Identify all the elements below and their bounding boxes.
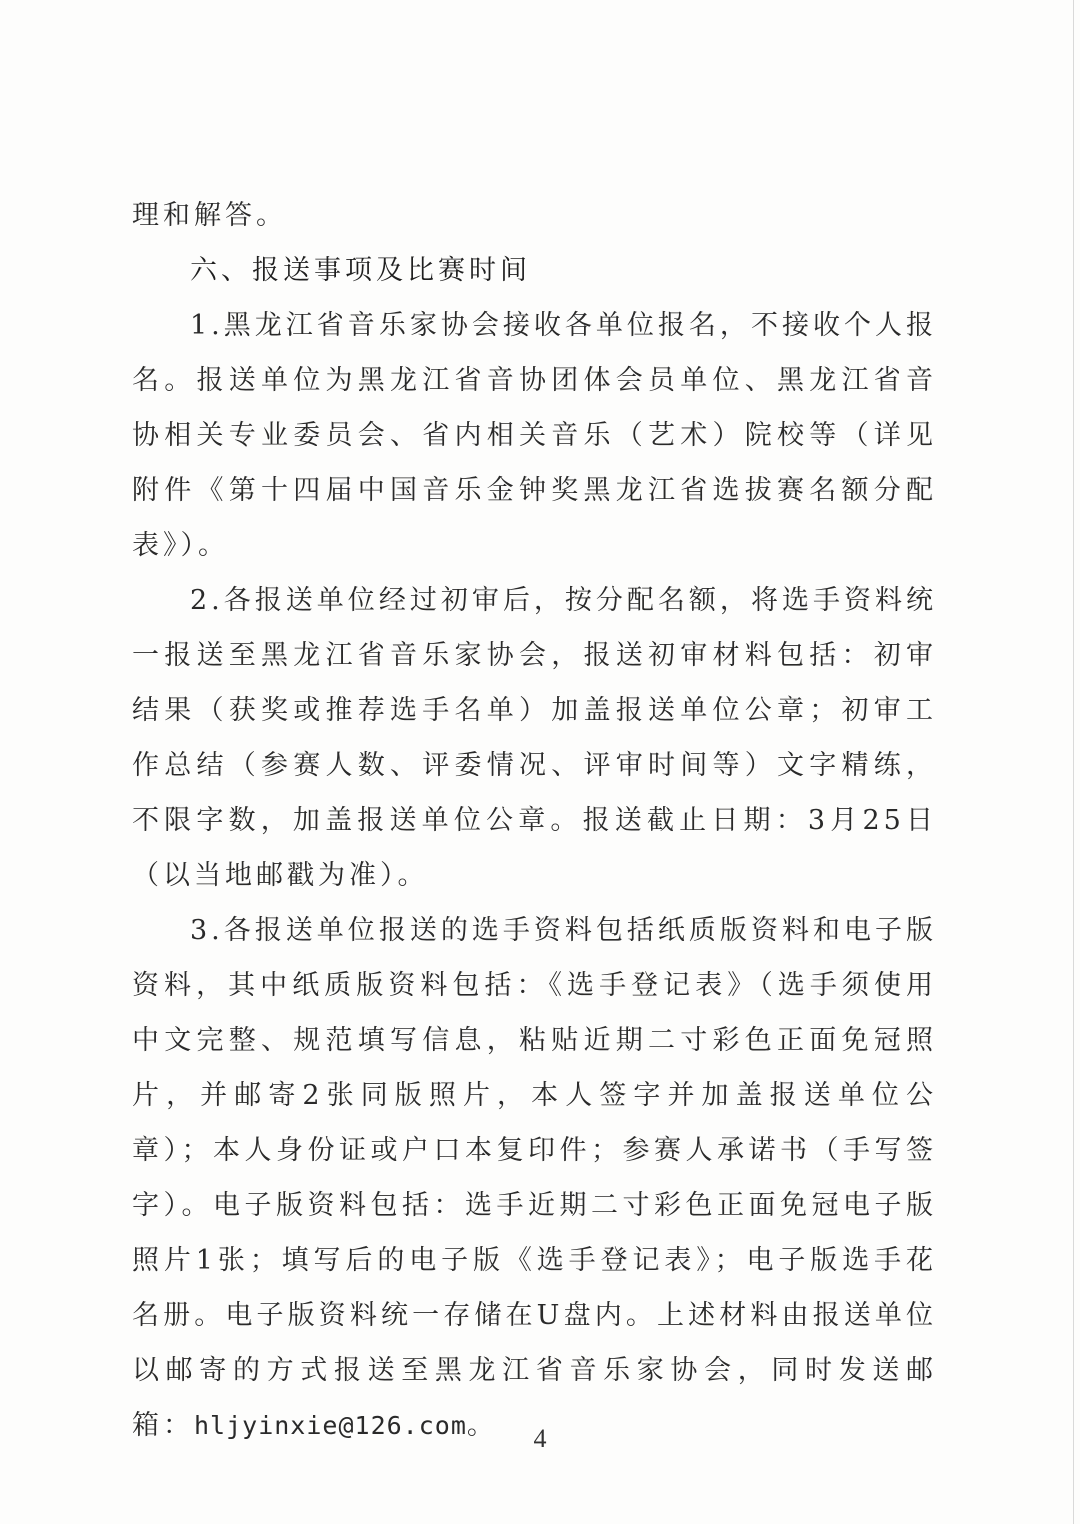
paragraph-3 [132,903,937,1453]
page-edge-line [1073,0,1074,1524]
email-address: hljyinxie@126.com [194,1411,467,1440]
section-heading: 六、报送事项及比赛时间 [190,255,531,286]
paragraph-1: 1.黑龙江省音乐家协会接收各单位报名，不接收个人报名。报送单位为黑龙江省音协团体会员单位、黑龙江省音协相关专业委员会、省内相关音乐（艺术）院校等（详见附件《第十四届中国音乐金钟奖黑龙江省选拔赛名额分配表》）。 [132,310,937,561]
email-suffix: 。 [466,1410,498,1441]
paragraph-2: 2.各报送单位经过初审后，按分配名额，将选手资料统一报送至黑龙江省音乐家协会，报送初审材料包括：初审结果（获奖或推荐选手名单）加盖报送单位公章；初审工作总结（参赛人数、评委情况、评审时间等）文字精练，不限字数，加盖报送单位公章。报送截止日期：3月25日（以当地邮戳为准）。 [132,585,937,891]
page-number: 4 [533,1424,547,1453]
paragraph-3-text: 3.各报送单位报送的选手资料包括纸质版资料和电子版资料，其中纸质版资料包括：《选手登记表》（选手须使用中文完整、规范填写信息，粘贴近期二寸彩色正面免冠照片，并邮寄2张同版照片，本人签字并加盖报送单位公章）；本人身份证或户口本复印件；参赛人承诺书（手写签字）。电子版资料包括：选手近期二寸彩色正面免冠电子版照片1张；填写后的电子版《选手登记表》；电子版选手花名册。电子版资料统一存储在U盘内。上述材料由报送单位以邮寄的方式报送至黑龙江省音乐家协会，同时发送邮箱： [132,915,937,1441]
document-body [132,188,937,1453]
continuation-text: 理和解答。 [132,200,287,231]
